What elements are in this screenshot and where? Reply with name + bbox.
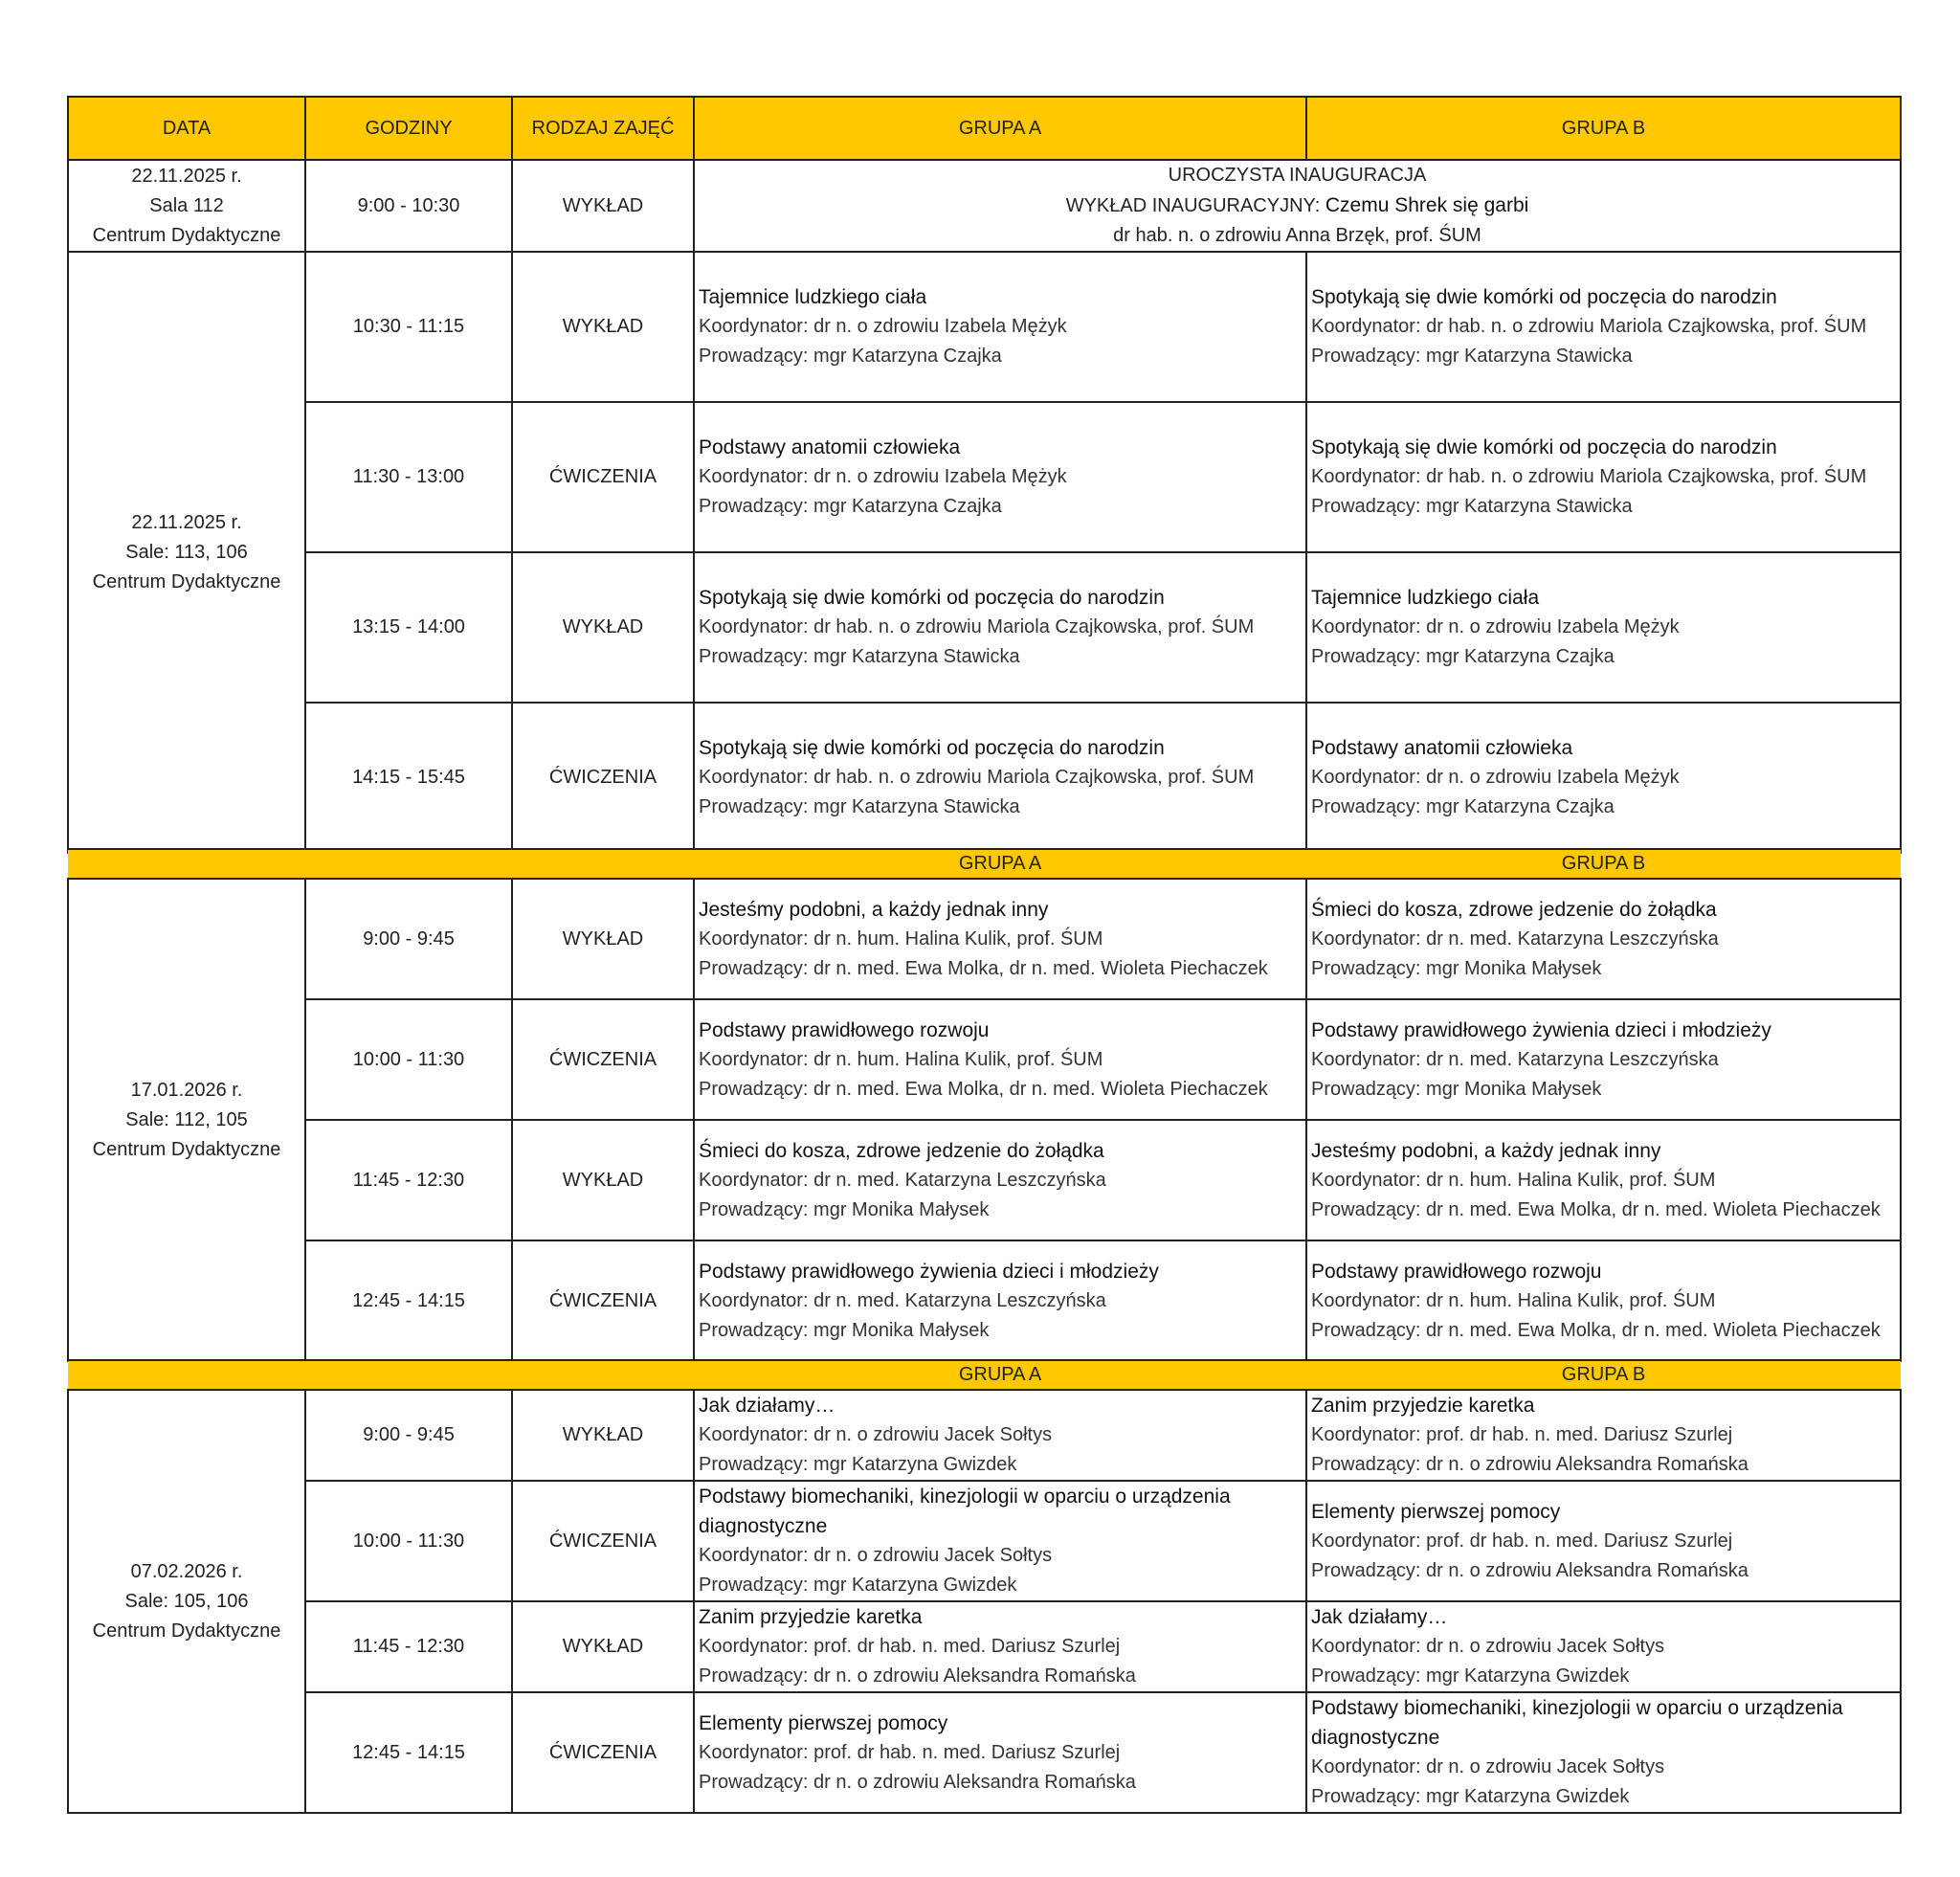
- time-cell: 10:00 - 11:30: [305, 1481, 512, 1601]
- table-row: [68, 999, 1901, 1120]
- group-b-cell: [1306, 402, 1901, 552]
- coordinator: Koordynator: dr n. o zdrowiu Jacek Sołtys: [699, 1545, 1053, 1566]
- room: Sale: 112, 105: [125, 1108, 248, 1130]
- header-grupa-b: GRUPA B: [1306, 97, 1901, 160]
- type-cell: ĆWICZENIA: [512, 1692, 694, 1813]
- lecture-prefix: WYKŁAD INAUGURACYJNY:: [1065, 195, 1325, 216]
- time-cell: 11:45 - 12:30: [305, 1601, 512, 1692]
- coordinator: Koordynator: dr n. hum. Halina Kulik, prof. ŚUM: [699, 927, 1103, 950]
- instructor: Prowadzący: mgr Katarzyna Stawicka: [1311, 346, 1633, 367]
- course-title: Podstawy biomechaniki, kinezjologii w oparciu o urządzenia diagnostyczne: [1311, 1697, 1843, 1749]
- instructor: Prowadzący: mgr Katarzyna Gwizdek: [699, 1575, 1017, 1596]
- instructor: Prowadzący: dr n. med. Ewa Molka, dr n. med. Wioleta Piechaczek: [699, 1078, 1268, 1100]
- place: Centrum Dydaktyczne: [92, 1620, 281, 1642]
- course-title: Jesteśmy podobni, a każdy jednak inny: [699, 898, 1049, 921]
- group-b-cell: [1306, 552, 1901, 703]
- place: Centrum Dydaktyczne: [92, 570, 281, 592]
- group-b-cell: [1306, 1390, 1901, 1481]
- date-cell: [68, 252, 305, 853]
- group-b-cell: [1306, 1692, 1901, 1813]
- coordinator: Koordynator: dr n. med. Katarzyna Leszczyńska: [1311, 927, 1719, 950]
- course-title: Tajemnice ludzkiego ciała: [699, 286, 927, 308]
- coordinator: Koordynator: dr n. o zdrowiu Izabela Mężyk: [699, 466, 1067, 487]
- inauguration-info: [694, 160, 1901, 252]
- coordinator: Koordynator: dr n. o zdrowiu Izabela Mężyk: [1311, 767, 1680, 788]
- table-row: [68, 1240, 1901, 1361]
- group-a-cell: [694, 1481, 1306, 1601]
- separator-grupa-a: GRUPA A: [694, 849, 1306, 879]
- room: Sale: 105, 106: [124, 1590, 249, 1612]
- instructor: Prowadzący: dr n. o zdrowiu Aleksandra Romańska: [699, 1665, 1136, 1687]
- instructor: Prowadzący: mgr Katarzyna Stawicka: [699, 796, 1020, 817]
- course-title: Podstawy prawidłowego żywienia dzieci i młodzieży: [699, 1260, 1159, 1283]
- instructor: Prowadzący: mgr Katarzyna Stawicka: [1311, 496, 1633, 517]
- coordinator: Koordynator: dr hab. n. o zdrowiu Mariola Czajkowska, prof. ŚUM: [699, 616, 1255, 637]
- place: Centrum Dydaktyczne: [92, 224, 281, 246]
- type-cell: WYKŁAD: [512, 252, 694, 402]
- coordinator: Koordynator: dr n. hum. Halina Kulik, prof. ŚUM: [1311, 1169, 1716, 1191]
- group-a-cell: [694, 1390, 1306, 1481]
- instructor: Prowadzący: dr n. o zdrowiu Aleksandra Romańska: [1311, 1454, 1748, 1475]
- course-title: Podstawy prawidłowego żywienia dzieci i młodzieży: [1311, 1018, 1771, 1041]
- group-b-cell: [1306, 1601, 1901, 1692]
- course-title: Jesteśmy podobni, a każdy jednak inny: [1311, 1139, 1661, 1162]
- table-row: [68, 1120, 1901, 1240]
- time-cell: 13:15 - 14:00: [305, 552, 512, 703]
- course-title: Podstawy prawidłowego rozwoju: [699, 1018, 990, 1041]
- separator-grupa-b: GRUPA B: [1306, 849, 1901, 879]
- group-b-cell: [1306, 1481, 1901, 1601]
- instructor: Prowadzący: dr n. med. Ewa Molka, dr n. med. Wioleta Piechaczek: [1311, 1319, 1881, 1341]
- group-separator: [68, 1360, 1901, 1390]
- course-title: Podstawy biomechaniki, kinezjologii w oparciu o urządzenia diagnostyczne: [699, 1486, 1231, 1537]
- group-a-cell: [694, 999, 1306, 1120]
- instructor: Prowadzący: mgr Monika Małysek: [699, 1319, 990, 1341]
- coordinator: Koordynator: dr n. hum. Halina Kulik, prof. ŚUM: [699, 1048, 1103, 1070]
- date-cell: [68, 1390, 305, 1813]
- instructor: Prowadzący: mgr Katarzyna Stawicka: [699, 646, 1020, 667]
- type-cell: WYKŁAD: [512, 552, 694, 703]
- instructor: Prowadzący: mgr Monika Małysek: [699, 1198, 990, 1220]
- instructor: Prowadzący: mgr Katarzyna Gwizdek: [699, 1454, 1017, 1475]
- coordinator: Koordynator: dr n. med. Katarzyna Leszczyńska: [699, 1289, 1106, 1311]
- header-data: DATA: [68, 97, 305, 160]
- date: 07.02.2026 r.: [130, 1560, 243, 1582]
- group-a-cell: [694, 1692, 1306, 1813]
- separator-grupa-b: GRUPA B: [1306, 1360, 1901, 1390]
- instructor: Prowadzący: mgr Katarzyna Czajka: [699, 496, 1002, 517]
- header-grupa-a: GRUPA A: [694, 97, 1306, 160]
- group-a-cell: [694, 252, 1306, 402]
- course-title: Spotykają się dwie komórki od poczęcia do narodzin: [699, 737, 1165, 759]
- date: 17.01.2026 r.: [130, 1079, 243, 1101]
- coordinator: Koordynator: prof. dr hab. n. med. Dariusz Szurlej: [699, 1741, 1121, 1763]
- course-title: Podstawy anatomii człowieka: [1311, 737, 1573, 759]
- instructor: Prowadzący: mgr Katarzyna Gwizdek: [1311, 1786, 1630, 1807]
- course-title: Zanim przyjedzie karetka: [1311, 1395, 1535, 1417]
- date: 22.11.2025 r.: [131, 511, 242, 533]
- time-cell: 12:45 - 14:15: [305, 1240, 512, 1361]
- coordinator: Koordynator: dr n. med. Katarzyna Leszczyńska: [699, 1169, 1106, 1191]
- group-a-cell: [694, 1601, 1306, 1692]
- coordinator: Koordynator: prof. dr hab. n. med. Dariusz Szurlej: [1311, 1530, 1733, 1552]
- date-cell: [68, 879, 305, 1361]
- time-cell: 11:45 - 12:30: [305, 1120, 512, 1240]
- table-row: [68, 552, 1901, 703]
- inauguration-title: UROCZYSTA INAUGURACJA: [1168, 165, 1427, 186]
- course-title: Spotykają się dwie komórki od poczęcia do narodzin: [1311, 286, 1777, 308]
- coordinator: Koordynator: dr hab. n. o zdrowiu Mariola Czajkowska, prof. ŚUM: [1311, 316, 1867, 337]
- course-title: Śmieci do kosza, zdrowe jedzenie do żołądka: [699, 1139, 1104, 1162]
- schedule-table-3: [67, 1359, 1902, 1814]
- course-title: Spotykają się dwie komórki od poczęcia do narodzin: [699, 587, 1165, 609]
- time-cell: 9:00 - 9:45: [305, 1390, 512, 1481]
- type-cell: WYKŁAD: [512, 1601, 694, 1692]
- instructor: Prowadzący: mgr Katarzyna Czajka: [1311, 796, 1615, 817]
- room: Sale: 113, 106: [125, 541, 248, 563]
- coordinator: Koordynator: prof. dr hab. n. med. Dariusz Szurlej: [699, 1636, 1121, 1657]
- group-b-cell: [1306, 252, 1901, 402]
- table-row: [68, 1481, 1901, 1601]
- course-title: Jak działamy…: [699, 1395, 835, 1417]
- table-row: [68, 402, 1901, 552]
- lecture-title: Czemu Shrek się garbi: [1325, 194, 1529, 216]
- table-row: [68, 1692, 1901, 1813]
- instructor: Prowadzący: dr n. med. Ewa Molka, dr n. med. Wioleta Piechaczek: [699, 957, 1268, 979]
- group-a-cell: [694, 1240, 1306, 1361]
- date-cell: [68, 160, 305, 252]
- date: 22.11.2025 r.: [131, 165, 242, 187]
- type-cell: ĆWICZENIA: [512, 703, 694, 853]
- course-title: Śmieci do kosza, zdrowe jedzenie do żołądka: [1311, 898, 1717, 921]
- course-title: Jak działamy…: [1311, 1606, 1448, 1628]
- course-title: Zanim przyjedzie karetka: [699, 1606, 923, 1628]
- group-b-cell: [1306, 1240, 1901, 1361]
- type-cell: WYKŁAD: [512, 1390, 694, 1481]
- header-row: [68, 97, 1901, 160]
- course-title: Podstawy anatomii człowieka: [699, 436, 961, 458]
- type-cell: ĆWICZENIA: [512, 1481, 694, 1601]
- instructor: Prowadzący: dr n. med. Ewa Molka, dr n. med. Wioleta Piechaczek: [1311, 1198, 1881, 1220]
- inauguration-row: [68, 160, 1901, 252]
- table-row: [68, 703, 1901, 853]
- coordinator: Koordynator: prof. dr hab. n. med. Dariusz Szurlej: [1311, 1424, 1733, 1445]
- group-separator: [68, 849, 1901, 879]
- coordinator: Koordynator: dr hab. n. o zdrowiu Mariola Czajkowska, prof. ŚUM: [1311, 466, 1867, 487]
- coordinator: Koordynator: dr n. hum. Halina Kulik, prof. ŚUM: [1311, 1289, 1716, 1311]
- schedule-table-1: [67, 96, 1902, 854]
- time-cell: 12:45 - 14:15: [305, 1692, 512, 1813]
- time-cell: 10:00 - 11:30: [305, 999, 512, 1120]
- type-cell: WYKŁAD: [512, 879, 694, 999]
- group-a-cell: [694, 703, 1306, 853]
- table-row: [68, 879, 1901, 999]
- table-row: [68, 252, 1901, 402]
- type-cell: WYKŁAD: [512, 160, 694, 252]
- coordinator: Koordynator: dr n. o zdrowiu Jacek Sołtys: [1311, 1636, 1665, 1657]
- time-cell: 9:00 - 10:30: [305, 160, 512, 252]
- inauguration-lecture: [699, 190, 1896, 221]
- instructor: Prowadzący: mgr Monika Małysek: [1311, 957, 1602, 979]
- instructor: Prowadzący: mgr Katarzyna Czajka: [1311, 646, 1615, 667]
- instructor: Prowadzący: dr n. o zdrowiu Aleksandra Romańska: [1311, 1559, 1748, 1581]
- group-b-cell: [1306, 999, 1901, 1120]
- course-title: Elementy pierwszej pomocy: [699, 1711, 948, 1734]
- group-a-cell: [694, 879, 1306, 999]
- coordinator: Koordynator: dr hab. n. o zdrowiu Mariola Czajkowska, prof. ŚUM: [699, 767, 1255, 788]
- coordinator: Koordynator: dr n. med. Katarzyna Leszczyńska: [1311, 1048, 1719, 1070]
- type-cell: ĆWICZENIA: [512, 402, 694, 552]
- header-godziny: GODZINY: [305, 97, 512, 160]
- instructor: Prowadzący: mgr Monika Małysek: [1311, 1078, 1602, 1100]
- coordinator: Koordynator: dr n. o zdrowiu Izabela Mężyk: [1311, 616, 1680, 637]
- type-cell: ĆWICZENIA: [512, 999, 694, 1120]
- separator-grupa-a: GRUPA A: [694, 1360, 1306, 1390]
- group-b-cell: [1306, 703, 1901, 853]
- instructor: Prowadzący: mgr Katarzyna Czajka: [699, 346, 1002, 367]
- room: Sala 112: [149, 194, 224, 216]
- course-title: Tajemnice ludzkiego ciała: [1311, 587, 1540, 609]
- instructor: Prowadzący: dr n. o zdrowiu Aleksandra Romańska: [699, 1771, 1136, 1793]
- group-a-cell: [694, 402, 1306, 552]
- group-b-cell: [1306, 879, 1901, 999]
- coordinator: Koordynator: dr n. o zdrowiu Izabela Mężyk: [699, 316, 1067, 337]
- coordinator: Koordynator: dr n. o zdrowiu Jacek Sołtys: [699, 1424, 1053, 1445]
- table-row: [68, 1390, 1901, 1481]
- time-cell: 11:30 - 13:00: [305, 402, 512, 552]
- coordinator: Koordynator: dr n. o zdrowiu Jacek Sołtys: [1311, 1756, 1665, 1777]
- group-b-cell: [1306, 1120, 1901, 1240]
- schedule-table-2: [67, 848, 1902, 1362]
- time-cell: 9:00 - 9:45: [305, 879, 512, 999]
- group-a-cell: [694, 1120, 1306, 1240]
- header-rodzaj: RODZAJ ZAJĘĆ: [512, 97, 694, 160]
- type-cell: WYKŁAD: [512, 1120, 694, 1240]
- type-cell: ĆWICZENIA: [512, 1240, 694, 1361]
- place: Centrum Dydaktyczne: [92, 1138, 281, 1160]
- group-a-cell: [694, 552, 1306, 703]
- instructor: Prowadzący: mgr Katarzyna Gwizdek: [1311, 1665, 1630, 1687]
- course-title: Podstawy prawidłowego rozwoju: [1311, 1260, 1602, 1283]
- table-row: [68, 1601, 1901, 1692]
- time-cell: 14:15 - 15:45: [305, 703, 512, 853]
- course-title: Spotykają się dwie komórki od poczęcia do narodzin: [1311, 436, 1777, 458]
- course-title: Elementy pierwszej pomocy: [1311, 1500, 1561, 1523]
- inauguration-speaker: dr hab. n. o zdrowiu Anna Brzęk, prof. ŚUM: [1113, 225, 1481, 246]
- time-cell: 10:30 - 11:15: [305, 252, 512, 402]
